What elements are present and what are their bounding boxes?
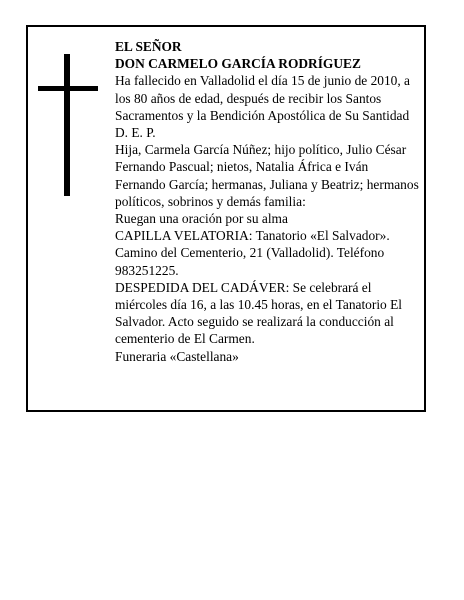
- heading-title: EL SEÑOR: [115, 39, 182, 54]
- cross-horizontal-bar: [38, 86, 98, 91]
- prayer-request: Ruegan una oración por su alma: [115, 211, 288, 227]
- wake-chapel-info: CAPILLA VELATORIA: Tanatorio «El Salvador». Camino del Cementerio, 21 (Valladolid). Teléfono 983251225.: [115, 228, 390, 278]
- obituary-text: [115, 38, 419, 365]
- cross-icon: [38, 54, 98, 198]
- cross-vertical-bar: [64, 54, 70, 196]
- deceased-name: DON CARMELO GARCÍA RODRÍGUEZ: [115, 56, 361, 72]
- funeral-home: Funeraria «Castellana»: [115, 348, 239, 364]
- funeral-farewell-info: DESPEDIDA DEL CADÁVER: Se celebrará el miércoles día 16, a las 10.45 horas, en el Tanatorio El Salvador. Acto seguido se realizará la conducción al cementerio de El Carmen.: [115, 279, 403, 347]
- family-members: Hija, Carmela García Núñez; hijo político, Julio César Fernando Pascual; nietos, Natalia África e Iván Fernando García; hermanas, Juliana y Beatriz; hermanos políticos, sobrinos y demás familia:: [115, 142, 419, 209]
- death-announcement: Ha fallecido en Valladolid el día 15 de junio de 2010, a los 80 años de edad, después de recibir los Santos Sacramentos y la Bendición Apostólica de Su Santidad D. E. P.: [115, 73, 411, 141]
